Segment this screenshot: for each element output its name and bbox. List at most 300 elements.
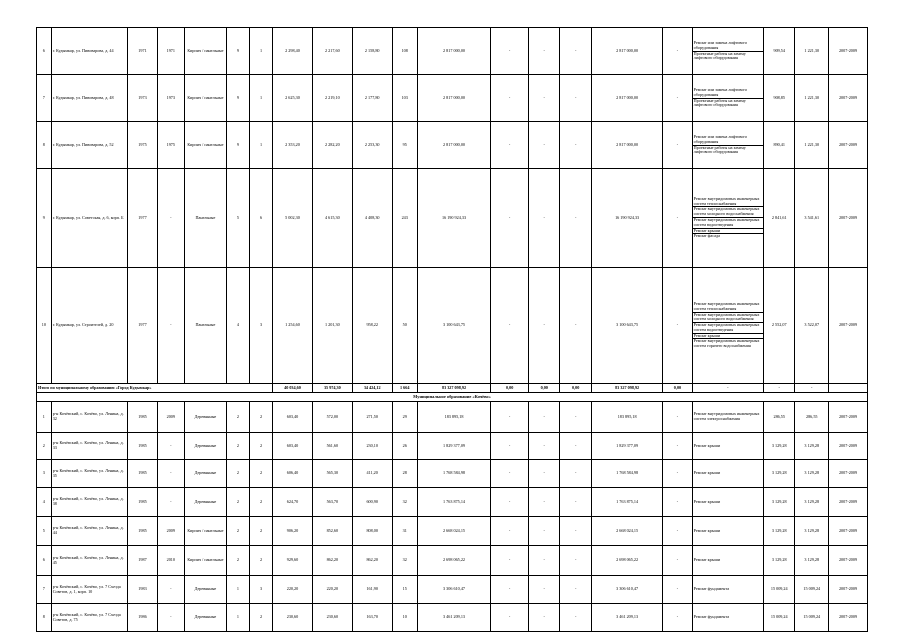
cell-no: 7 [37,576,52,604]
cell-repair: 2010 [157,546,184,576]
cell-unit-cost: 15 009,24 [764,576,795,604]
cell-owners: 2 698 065,22 [591,546,662,576]
cell-area-res: 600,90 [352,488,392,517]
cell-no: 7 [37,75,52,122]
total-label: Итого по муниципальному образованию «Город Кудымкар» [37,384,273,393]
cell-entrances: 1 [249,28,272,75]
cell-budget-local: - [560,268,591,384]
work-item: Ремонт или замена лифтового оборудования [693,86,748,97]
cell-other: - [663,268,692,384]
cell-floors: 2 [226,402,249,433]
total-residents: 1 664 [392,384,417,393]
cell-period: 2007-2009 [829,169,868,268]
table-row [37,268,868,384]
cell-limit-cost: 3 129,28 [795,517,829,546]
total-owners: 83 327 098,92 [591,384,662,393]
cell-walls: Кирпич / панельные [184,75,226,122]
table-row [37,488,868,517]
cell-limit-cost: 286,55 [795,402,829,433]
cell-walls: Кирпич / панельные [184,28,226,75]
table-row [37,576,868,604]
cell-other: - [663,28,692,75]
table-row [37,604,868,632]
cell-entrances: 2 [249,517,272,546]
cell-residents: 28 [392,460,417,488]
cell-walls: Деревянные [184,460,226,488]
cell-address: р-н Кочёвский, с. Кочёво, ул. Ленина, д. 38 [51,488,128,517]
cell-built: 1985 [128,517,157,546]
work-item: Ремонт внутридомовых инженерных систем горячего водоснабжения [693,338,763,349]
cell-floors: 2 [226,546,249,576]
work-item: Проектные работы на замену лифтового оборудования [693,51,763,62]
total-cost: 83 327 098,92 [417,384,490,393]
total-empty: - [795,384,829,393]
cell-built: 1977 [128,268,157,384]
cell-owners: 1 829 377,09 [591,433,662,460]
cell-budget-local: - [560,517,591,546]
cell-built: 1977 [128,169,157,268]
cell-budget-subj: - [529,460,560,488]
cell-residents: 26 [392,433,417,460]
cell-area-total: 230,60 [273,604,313,632]
table-row [37,546,868,576]
cell-repair: - [157,488,184,517]
cell-area-living: 4 615,30 [312,169,352,268]
cell-owners: 2 817 000,00 [591,28,662,75]
cell-budget-subj: - [529,488,560,517]
cell-budget-local: - [560,122,591,169]
cell-work: Ремонт крыши [692,460,763,488]
table-row [37,169,868,268]
cell-area-living: 230,60 [312,604,352,632]
cell-other: - [663,433,692,460]
cell-residents: 95 [392,122,417,169]
cell-work: Ремонт крыши [692,488,763,517]
cell-area-total: 2 353,20 [273,122,313,169]
cell-address: г. Кудымкар, ул. Советская, д. 6, корп. Б [51,169,128,268]
cell-other: - [663,488,692,517]
cell-repair: - [157,268,184,384]
cell-budget-local: - [560,402,591,433]
cell-fund: - [491,604,529,632]
cell-fund: - [491,169,529,268]
cell-owners: 3 306 610,47 [591,576,662,604]
cell-work: Ремонт крыши [692,546,763,576]
cell-no: 8 [37,122,52,169]
cell-owners: 183 895,18 [591,402,662,433]
work-item: Ремонт внутридомовых инженерных систем водоотведения [693,217,763,228]
total-area-res: 34 424,12 [352,384,392,393]
cell-walls: Деревянные [184,576,226,604]
cell-budget-subj: - [529,517,560,546]
cell-period: 2007-2009 [829,576,868,604]
work-item: Ремонт или замена лифтового оборудования [693,133,748,144]
cell-other: - [663,75,692,122]
cell-cost: 16 190 924,33 [417,169,490,268]
cell-repair: - [157,460,184,488]
table-row [37,517,868,546]
cell-floors: 1 [226,604,249,632]
cell-unit-cost: 3 129,28 [764,546,795,576]
works-list [693,302,763,349]
cell-other: - [663,517,692,546]
cell-budget-local: - [560,460,591,488]
cell-unit-cost: 908,85 [764,75,795,122]
register-sheet [36,27,868,632]
cell-area-res: 2 158,80 [352,28,392,75]
total-empty [829,384,868,393]
cell-period: 2007-2009 [829,604,868,632]
work-item: Ремонт внутридомовых инженерных систем водоотведения [693,322,763,333]
cell-cost: 1 768 584,98 [417,460,490,488]
cell-fund: - [491,517,529,546]
cell-budget-local: - [560,433,591,460]
cell-area-living: 563,70 [312,488,352,517]
cell-unit-cost: 3 129,28 [764,488,795,517]
cell-floors: 4 [226,268,249,384]
cell-cost: 2 817 000,00 [417,28,490,75]
cell-address: г. Кудымкар, ул. Пивоварова, д. 44 [51,28,128,75]
table-row [37,460,868,488]
cell-walls: Деревянные [184,402,226,433]
cell-built: 1985 [128,433,157,460]
cell-area-living: 565,30 [312,460,352,488]
cell-area-living: 561,60 [312,433,352,460]
cell-area-res: 163,70 [352,604,392,632]
cell-repair: - [157,604,184,632]
cell-area-res: 411,20 [352,460,392,488]
cell-cost: 2 698 065,22 [417,546,490,576]
cell-area-living: 852,60 [312,517,352,546]
cell-fund: - [491,268,529,384]
cell-owners: 1 768 584,98 [591,460,662,488]
works-list [693,88,763,108]
cell-no: 1 [37,402,52,433]
cell-area-res: 2 253,30 [352,122,392,169]
cell-work: Ремонт крыши [692,517,763,546]
cell-unit-cost: 3 129,28 [764,517,795,546]
cell-unit-cost: 3 129,28 [764,460,795,488]
cell-area-total: 220,20 [273,576,313,604]
cell-area-res: 958,22 [352,268,392,384]
cell-walls: Кирпич / панельные [184,546,226,576]
cell-residents: 103 [392,75,417,122]
cell-period: 2007-2009 [829,488,868,517]
cell-cost: 2 817 000,00 [417,122,490,169]
table-row [37,75,868,122]
cell-floors: 9 [226,28,249,75]
cell-work: Ремонт крыши [692,433,763,460]
cell-limit-cost: 15 009,24 [795,576,829,604]
cell-area-total: 603,40 [273,402,313,433]
cell-area-living: 2 219,10 [312,75,352,122]
cell-address: г. Кудымкар, ул. Пивоварова, д. 48 [51,75,128,122]
cell-limit-cost: 3 522,07 [795,268,829,384]
cell-cost: 3 100 643,75 [417,268,490,384]
cell-fund: - [491,576,529,604]
cell-no: 4 [37,488,52,517]
work-item: Ремонт внутридомовых инженерных систем теплоснабжения [693,300,760,311]
cell-address: р-н Кочёвский, с. Кочёво, ул. Ленина, д. 35 [51,460,128,488]
cell-area-total: 2 298,40 [273,28,313,75]
cell-area-res: 4 408,30 [352,169,392,268]
section-row [37,393,868,402]
cell-no: 6 [37,28,52,75]
cell-cost: 3 306 610,47 [417,576,490,604]
cell-works [692,169,763,268]
cell-area-total: 603,40 [273,433,313,460]
cell-unit-cost: 2 841,61 [764,169,795,268]
cell-no: 10 [37,268,52,384]
cell-built: 1975 [128,122,157,169]
cell-no: 8 [37,604,52,632]
cell-address: р-н Кочёвский, с. Кочёво, ул. Ленина, д. 33 [51,433,128,460]
works-list [693,197,763,239]
cell-works [692,75,763,122]
cell-fund: - [491,460,529,488]
cell-other: - [663,604,692,632]
cell-walls: Кирпич / панельные [184,517,226,546]
cell-fund: - [491,75,529,122]
work-item: Ремонт внутридомовых инженерных систем теплоснабжения [693,195,760,206]
cell-repair: 2009 [157,517,184,546]
cell-unit-cost: 15 009,24 [764,604,795,632]
cell-limit-cost: 1 221,30 [795,28,829,75]
cell-limit-cost: 15 009,24 [795,604,829,632]
total-area-living: 35 974,30 [312,384,352,393]
cell-period: 2007-2009 [829,433,868,460]
cell-period: 2007-2009 [829,122,868,169]
cell-repair: 1973 [157,75,184,122]
cell-built: 1973 [128,75,157,122]
table-row [37,433,868,460]
cell-unit-cost: 3 129,28 [764,433,795,460]
cell-entrances: 2 [249,546,272,576]
cell-limit-cost: 3 541,61 [795,169,829,268]
cell-no: 5 [37,517,52,546]
table-row [37,28,868,75]
cell-limit-cost: 3 129,28 [795,460,829,488]
cell-owners: 16 190 924,33 [591,169,662,268]
cell-residents: 32 [392,546,417,576]
section-title: Муниципальное образование «Кочёво» [37,393,868,402]
cell-works [692,268,763,384]
cell-owners: 2 817 000,00 [591,122,662,169]
cell-floors: 5 [226,169,249,268]
total-fund: 0,00 [491,384,529,393]
cell-owners: 2 668 024,15 [591,517,662,546]
cell-budget-subj: - [529,28,560,75]
cell-budget-local: - [560,576,591,604]
cell-residents: 108 [392,28,417,75]
cell-built: 1987 [128,546,157,576]
works-list [693,135,763,155]
cell-limit-cost: 1 221,30 [795,75,829,122]
cell-residents: 243 [392,169,417,268]
cell-area-total: 2 625,30 [273,75,313,122]
cell-budget-local: - [560,546,591,576]
cell-fund: - [491,402,529,433]
cell-repair: - [157,169,184,268]
cell-address: р-н Кочёвский, с. Кочёво, ул. Ленина, д. 44 [51,517,128,546]
cell-walls: Панельные [184,268,226,384]
cell-other: - [663,460,692,488]
cell-budget-subj: - [529,268,560,384]
cell-unit-cost: 2 552,07 [764,268,795,384]
cell-area-total: 929,60 [273,546,313,576]
cell-residents: 15 [392,576,417,604]
cell-residents: 50 [392,268,417,384]
work-item: Ремонт крыши [693,228,763,234]
cell-period: 2007-2009 [829,28,868,75]
cell-entrances: 3 [249,576,272,604]
work-item: Ремонт крыши [693,333,763,339]
cell-owners: 1 763 875,14 [591,488,662,517]
cell-fund: - [491,28,529,75]
cell-entrances: 2 [249,402,272,433]
cell-repair: 2009 [157,402,184,433]
cell-entrances: 2 [249,460,272,488]
cell-area-total: 606,40 [273,460,313,488]
cell-floors: 9 [226,75,249,122]
cell-budget-local: - [560,604,591,632]
cell-repair: 1971 [157,28,184,75]
cell-period: 2007-2009 [829,460,868,488]
cell-area-res: 862,20 [352,546,392,576]
cell-address: г. Кудымкар, ул. Строителей, д. 20 [51,268,128,384]
cell-no: 9 [37,169,52,268]
cell-area-living: 862,20 [312,546,352,576]
cell-unit-cost: 286,55 [764,402,795,433]
cell-budget-subj: - [529,604,560,632]
cell-budget-subj: - [529,75,560,122]
cell-limit-cost: 3 129,28 [795,488,829,517]
cell-cost: 183 895,18 [417,402,490,433]
total-budget-subj: 0,00 [529,384,560,393]
total-row [37,384,868,393]
cell-cost: 1 763 875,14 [417,488,490,517]
cell-built: 1985 [128,460,157,488]
cell-area-res: 808,00 [352,517,392,546]
cell-entrances: 2 [249,488,272,517]
cell-owners: 2 817 000,00 [591,75,662,122]
cell-fund: - [491,122,529,169]
cell-repair: - [157,433,184,460]
cell-area-res: 230,10 [352,433,392,460]
cell-repair: 1975 [157,122,184,169]
cell-cost: 1 829 377,09 [417,433,490,460]
cell-other: - [663,402,692,433]
cell-budget-local: - [560,75,591,122]
cell-limit-cost: 3 129,28 [795,433,829,460]
work-item: Проектные работы на замену лифтового оборудования [693,98,763,109]
cell-built: 1985 [128,488,157,517]
work-item: Ремонт внутридомовых инженерных систем холодного водоснабжения [693,312,763,323]
cell-area-res: 161,90 [352,576,392,604]
cell-other: - [663,122,692,169]
cell-cost: 3 461 209,13 [417,604,490,632]
cell-built: 1971 [128,28,157,75]
total-area-total: 40 034,60 [273,384,313,393]
cell-residents: 31 [392,517,417,546]
cell-area-total: 906,20 [273,517,313,546]
total-empty: - [764,384,795,393]
cell-budget-subj: - [529,169,560,268]
cell-built: 1986 [128,604,157,632]
cell-budget-subj: - [529,402,560,433]
cell-floors: 2 [226,433,249,460]
cell-other: - [663,169,692,268]
cell-budget-local: - [560,488,591,517]
cell-residents: 29 [392,402,417,433]
cell-no: 2 [37,433,52,460]
cell-cost: 2 817 000,00 [417,75,490,122]
table-row [37,122,868,169]
cell-entrances: 2 [249,433,272,460]
work-item: Ремонт фасада [693,233,763,239]
cell-area-total: 1 254,60 [273,268,313,384]
cell-work: Ремонт фундамента [692,604,763,632]
cell-budget-subj: - [529,122,560,169]
table-row [37,402,868,433]
cell-fund: - [491,546,529,576]
cell-period: 2007-2009 [829,402,868,433]
cell-repair: - [157,576,184,604]
cell-floors: 9 [226,122,249,169]
cell-area-living: 220,20 [312,576,352,604]
works-list [693,41,763,61]
cell-period: 2007-2009 [829,546,868,576]
cell-period: 2007-2009 [829,75,868,122]
cell-floors: 2 [226,517,249,546]
cell-area-total: 5 002,30 [273,169,313,268]
work-item: Ремонт или замена лифтового оборудования [693,39,748,50]
cell-residents: 10 [392,604,417,632]
cell-fund: - [491,433,529,460]
cell-walls: Деревянные [184,488,226,517]
cell-address: р-н Кочёвский, с. Кочёво, ул. Ленина, д. 32 [51,402,128,433]
cell-budget-subj: - [529,576,560,604]
cell-walls: Деревянные [184,604,226,632]
cell-cost: 2 668 024,15 [417,517,490,546]
cell-area-living: 572,00 [312,402,352,433]
cell-entrances: 1 [249,122,272,169]
cell-works [692,28,763,75]
cell-area-res: 2 177,80 [352,75,392,122]
cell-unit-cost: 890,41 [764,122,795,169]
cell-built: 1985 [128,402,157,433]
cell-budget-local: - [560,28,591,75]
cell-entrances: 3 [249,268,272,384]
cell-other: - [663,546,692,576]
cell-no: 3 [37,460,52,488]
cell-fund: - [491,488,529,517]
cell-limit-cost: 1 221,30 [795,122,829,169]
cell-walls: Панельные [184,169,226,268]
cell-address: р-н Кочёвский, с. Кочёво, ул. 7 Съезда Советов, д. 75 [51,604,128,632]
work-item: Проектные работы на замену лифтового оборудования [693,145,763,156]
work-item: Ремонт внутридомовых инженерных систем холодного водоснабжения [693,206,763,217]
total-other: 0,00 [663,384,692,393]
cell-entrances: 1 [249,75,272,122]
cell-address: р-н Кочёвский, с. Кочёво, ул. Ленина, д. 45 [51,546,128,576]
cell-budget-subj: - [529,433,560,460]
cell-budget-subj: - [529,546,560,576]
cell-owners: 3 461 209,13 [591,604,662,632]
total-empty: - [692,384,763,393]
cell-owners: 3 100 643,75 [591,268,662,384]
cell-area-living: 2 282,20 [312,122,352,169]
